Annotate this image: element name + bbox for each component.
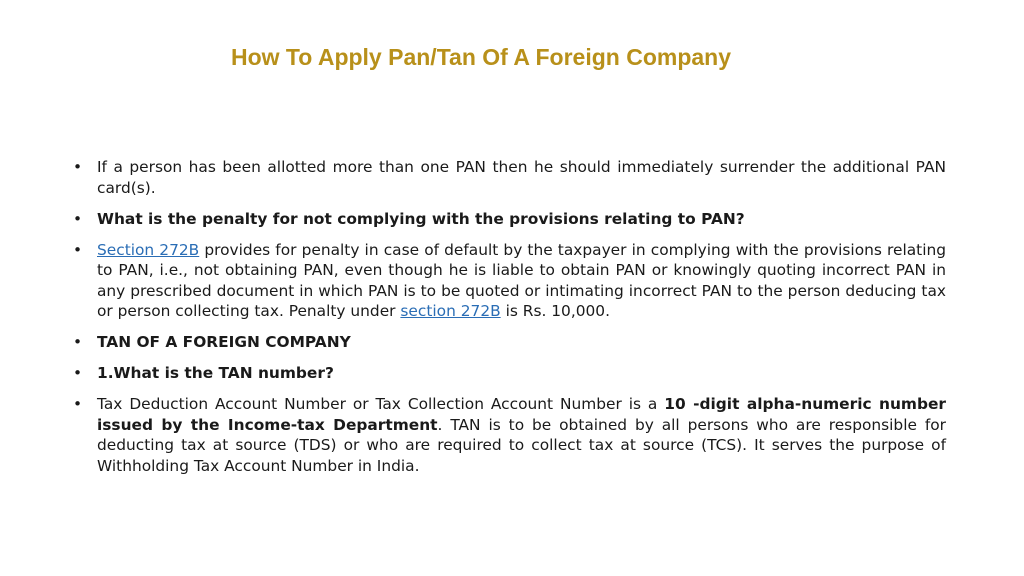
bullet-item (73, 157, 946, 198)
bullet-dot: • (73, 240, 83, 259)
tan-foreign-company-heading: TAN OF A FOREIGN COMPANY (97, 333, 351, 351)
slide-title: How To Apply Pan/Tan Of A Foreign Company (230, 44, 732, 70)
bullet-text: If a person has been allotted more than one PAN then he should immediately surrender the additional PAN card(s). (97, 158, 946, 197)
bullet-text: . TAN is to be obtained by all persons who are responsible for deducting tax at source (TDS) or who are required to collect tax at source (TCS). It serves the purpose of Withholding Tax Account Number in India. (97, 415, 946, 475)
bullet-item (73, 209, 946, 230)
bullet-item (73, 394, 946, 476)
section-272b-link-2[interactable]: section 272B (400, 302, 501, 320)
bullet-item (73, 240, 946, 322)
bullet-text: provides for penalty in case of default by the taxpayer in complying with the provisions relating to PAN, i.e., not obtaining PAN, even though he is liable to obtain PAN or knowingly quoting incorrect PAN in any prescribed document in which PAN is to be quoted or intimating incorrect PAN to the person deducing tax or person collecting tax. Penalty under (97, 240, 946, 320)
bullet-dot: • (73, 395, 83, 413)
bullet-dot: • (73, 333, 83, 351)
section-272b-link[interactable]: Section 272B (97, 240, 200, 259)
bullet-item (73, 332, 946, 353)
penalty-question-heading: What is the penalty for not complying with the provisions relating to PAN? (97, 209, 745, 228)
tan-number-question-heading: 1.What is the TAN number? (97, 364, 334, 382)
bullet-dot: • (73, 364, 83, 382)
bullet-dot: • (73, 209, 83, 228)
bullet-text: Tax Deduction Account Number or Tax Collection Account Number is a (97, 395, 665, 413)
bullet-list (73, 157, 946, 487)
bullet-text: is Rs. 10,000. (500, 302, 610, 320)
bold-phrase: 10 -digit alpha-numeric number issued by the Income-tax Department (97, 395, 947, 434)
bullet-dot: • (73, 158, 83, 176)
bullet-item (73, 363, 946, 384)
